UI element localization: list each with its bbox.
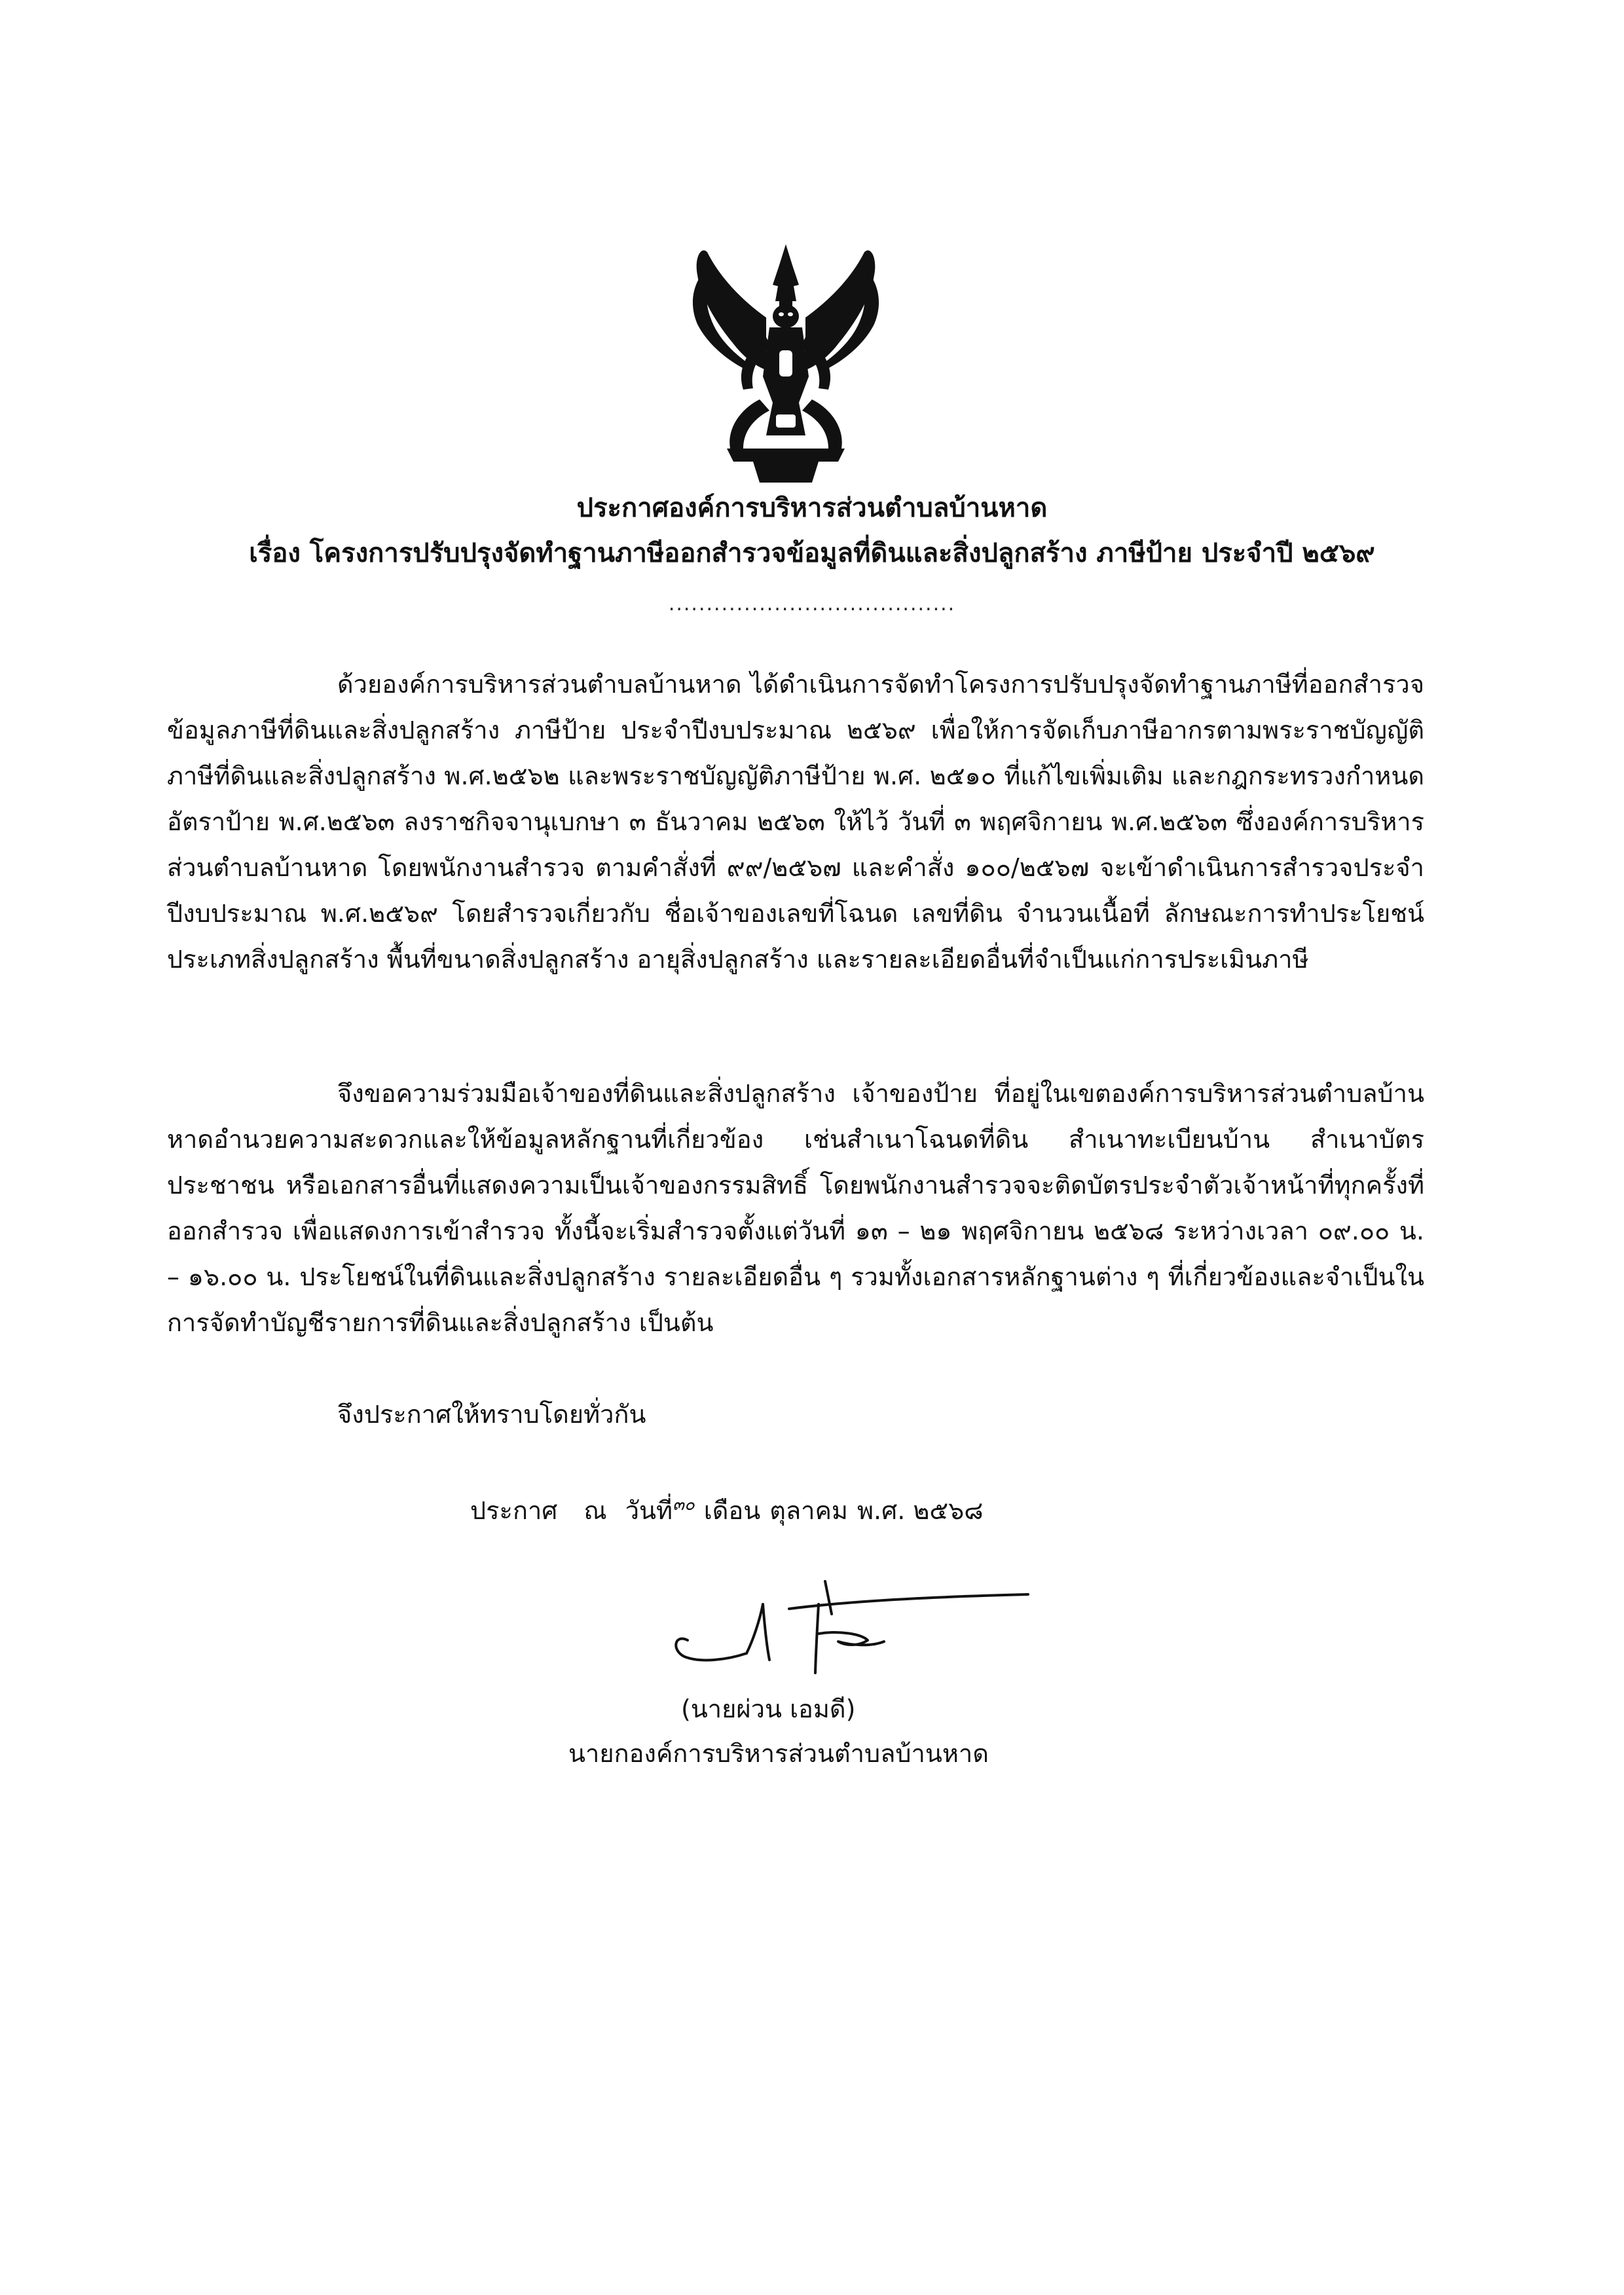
body-paragraph-2	[167, 1071, 1424, 1346]
month-value: ตุลาคม	[769, 1496, 848, 1525]
paragraph-2-text: จึงขอความร่วมมือเจ้าของที่ดินและสิ่งปลูกสร้าง เจ้าของป้าย ที่อยู่ในเขตองค์การบริหารส่วนตำบลบ้านหาดอำนวยความสะดวกและให้ข้อมูลหลักฐานที่เกี่ยวข้อง เช่นสำเนาโฉนดที่ดิน สำเนาทะเบียนบ้าน สำเนาบัตรประชาชน หรือเอกสารอื่นที่แสดงความเป็นเจ้าของกรรมสิทธิ์ โดยพนักงานสำรวจจะติดบัตรประจำตัวเจ้าหน้าที่ทุกครั้งที่ออกสำรวจ เพื่อแสดงการเข้าสำรวจ ทั้งนี้จะเริ่มสำรวจตั้งแต่วันที่ ๑๓ – ๒๑ พฤศจิกายน ๒๕๖๘ ระหว่างเวลา ๐๙.๐๐ น. – ๑๖.๐๐ น. ประโยชน์ในที่ดินและสิ่งปลูกสร้าง รายละเอียดอื่น ๆ รวมทั้งเอกสารหลักฐานต่าง ๆ ที่เกี่ยวข้องและจำเป็นในการจัดทำบัญชีรายการที่ดินและสิ่งปลูกสร้าง เป็นต้น	[167, 1079, 1424, 1337]
garuda-emblem-icon	[681, 239, 891, 485]
announcement-title: ประกาศองค์การบริหารส่วนตำบลบ้านหาด	[576, 493, 1048, 523]
body-paragraph-1	[167, 661, 1424, 982]
title-separator: ......................................	[668, 593, 956, 615]
at-label: ณ	[583, 1496, 607, 1525]
paragraph-1-text: ด้วยองค์การบริหารส่วนตำบลบ้านหาด ได้ดำเนินการจัดทำโครงการปรับปรุงจัดทำฐานภาษีที่ออกสำรวจข้อมูลภาษีที่ดินและสิ่งปลูกสร้าง ภาษีป้าย ประจำปีงบประมาณ ๒๕๖๙ เพื่อให้การจัดเก็บภาษีอากรตามพระราชบัญญัติภาษีที่ดินและสิ่งปลูกสร้าง พ.ศ.๒๕๖๒ และพระราชบัญญัติภาษีป้าย พ.ศ. ๒๕๑๐ ที่แก้ไขเพิ่มเติม และกฎกระทรวงกำหนดอัตราป้าย พ.ศ.๒๕๖๓ ลงราชกิจจานุเบกษา ๓ ธันวาคม ๒๕๖๓ ให้ไว้ วันที่ ๓ พฤศจิกายน พ.ศ.๒๕๖๓ ซึ่งองค์การบริหารส่วนตำบลบ้านหาด โดยพนักงานสำรวจ ตามคำสั่งที่ ๙๙/๒๕๖๗ และคำสั่ง ๑๐๐/๒๕๖๗ จะเข้าดำเนินการสำรวจประจำปีงบประมาณ พ.ศ.๒๕๖๙ โดยสำรวจเกี่ยวกับ ชื่อเจ้าของเลขที่โฉนด เลขที่ดิน จำนวนเนื้อที่ ลักษณะการทำประโยชน์ ประเภทสิ่งปลูกสร้าง พื้นที่ขนาดสิ่งปลูกสร้าง อายุสิ่งปลูกสร้าง และรายละเอียดอื่นที่จำเป็นแก่การประเมินภาษี	[167, 670, 1424, 974]
signatory-position: นายกองค์การบริหารส่วนตำบลบ้านหาด	[568, 1739, 989, 1768]
month-label: เดือน	[703, 1496, 761, 1525]
year-value: พ.ศ. ๒๕๖๘	[857, 1496, 984, 1525]
announce-label: ประกาศ	[470, 1496, 558, 1525]
signatory-name: (นายผ่วน เอมดี)	[681, 1695, 856, 1723]
handwritten-signature-icon	[661, 1568, 1054, 1686]
announcement-subject: เรื่อง โครงการปรับปรุงจัดทำฐานภาษีออกสำรวจข้อมูลที่ดินและสิ่งปลูกสร้าง ภาษีป้าย ประจำปี ๒๕๖๙	[249, 538, 1375, 568]
closing-statement: จึงประกาศให้ทราบโดยทั่วกัน	[337, 1400, 646, 1429]
day-label: วันที่	[625, 1496, 673, 1525]
announcement-date	[470, 1485, 984, 1530]
handwritten-day: ๓๐	[673, 1495, 695, 1515]
